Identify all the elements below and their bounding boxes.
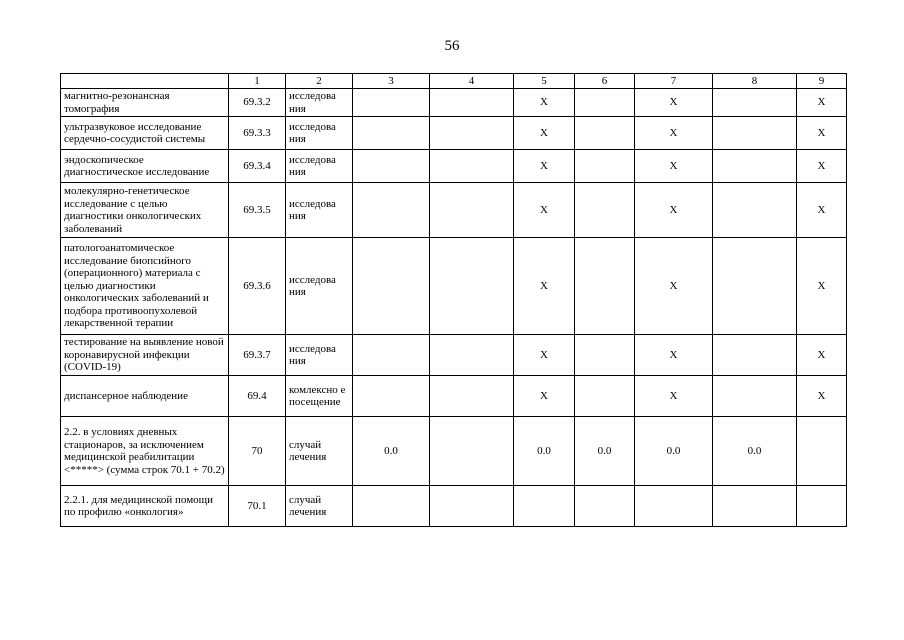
cell-col5: 0.0 xyxy=(514,417,575,486)
cell-col5: X xyxy=(514,183,575,238)
row-unit: случай лечения xyxy=(286,417,353,486)
cell-col5: X xyxy=(514,238,575,335)
row-name: молекулярно-генетическое исследование с целью диагностики онкологических заболеваний xyxy=(61,183,229,238)
header-cell: 8 xyxy=(713,74,797,89)
table-row xyxy=(61,335,847,376)
cell-col4 xyxy=(430,376,514,417)
cell-col4 xyxy=(430,183,514,238)
row-unit: исследова ния xyxy=(286,150,353,183)
row-code: 70 xyxy=(229,417,286,486)
cell-col8 xyxy=(713,89,797,117)
header-cell: 5 xyxy=(514,74,575,89)
header-cell: 9 xyxy=(797,74,847,89)
row-unit: случай лечения xyxy=(286,486,353,527)
row-code: 70.1 xyxy=(229,486,286,527)
cell-col5 xyxy=(514,486,575,527)
cell-col9: X xyxy=(797,150,847,183)
cell-col9: X xyxy=(797,89,847,117)
cell-col7: X xyxy=(635,335,713,376)
row-code: 69.3.5 xyxy=(229,183,286,238)
cell-col6 xyxy=(575,150,635,183)
row-unit: исследова ния xyxy=(286,238,353,335)
cell-col4 xyxy=(430,335,514,376)
table-row xyxy=(61,238,847,335)
cell-col8: 0.0 xyxy=(713,417,797,486)
cell-col9 xyxy=(797,486,847,527)
cell-col9 xyxy=(797,417,847,486)
cell-col7: X xyxy=(635,117,713,150)
cell-col3 xyxy=(353,150,430,183)
header-cell: 4 xyxy=(430,74,514,89)
cell-col3 xyxy=(353,335,430,376)
cell-col5: X xyxy=(514,150,575,183)
table-row xyxy=(61,417,847,486)
cell-col6 xyxy=(575,89,635,117)
row-unit: исследова ния xyxy=(286,335,353,376)
header-cell: 3 xyxy=(353,74,430,89)
header-row xyxy=(61,74,847,89)
row-unit: комлексно е посещение xyxy=(286,376,353,417)
page-number: 56 xyxy=(444,38,460,54)
cell-col6 xyxy=(575,335,635,376)
cell-col3 xyxy=(353,117,430,150)
row-name: эндоскопическое диагностическое исследование xyxy=(61,150,229,183)
cell-col7: X xyxy=(635,89,713,117)
table-row xyxy=(61,183,847,238)
cell-col5: X xyxy=(514,376,575,417)
table-row xyxy=(61,150,847,183)
cell-col3: 0.0 xyxy=(353,417,430,486)
cell-col6 xyxy=(575,183,635,238)
cell-col8 xyxy=(713,238,797,335)
row-code: 69.3.2 xyxy=(229,89,286,117)
cell-col4 xyxy=(430,150,514,183)
cell-col8 xyxy=(713,335,797,376)
row-name: 2.2.1. для медицинской помощи по профилю «онкология» xyxy=(61,486,229,527)
row-unit: исследова ния xyxy=(286,183,353,238)
cell-col6 xyxy=(575,238,635,335)
cell-col7 xyxy=(635,486,713,527)
cell-col5: X xyxy=(514,335,575,376)
cell-col6: 0.0 xyxy=(575,417,635,486)
cell-col5: X xyxy=(514,117,575,150)
cell-col3 xyxy=(353,183,430,238)
cell-col9: X xyxy=(797,335,847,376)
header-cell: 6 xyxy=(575,74,635,89)
table-row xyxy=(61,486,847,527)
cell-col4 xyxy=(430,486,514,527)
table-row xyxy=(61,117,847,150)
cell-col3 xyxy=(353,89,430,117)
row-name: патологоанатомическое исследование биопсийного (операционного) материала с целью диагностики онкологических заболеваний и подбора противоопухолевой лекарственной терапии xyxy=(61,238,229,335)
cell-col3 xyxy=(353,238,430,335)
row-code: 69.3.6 xyxy=(229,238,286,335)
row-unit: исследова ния xyxy=(286,89,353,117)
cell-col9: X xyxy=(797,238,847,335)
row-code: 69.3.7 xyxy=(229,335,286,376)
cell-col8 xyxy=(713,376,797,417)
cell-col4 xyxy=(430,417,514,486)
row-name: 2.2. в условиях дневных стационаров, за исключением медицинской реабилитации <*****> (сумма строк 70.1 + 70.2) xyxy=(61,417,229,486)
table-row xyxy=(61,89,847,117)
table-row xyxy=(61,376,847,417)
cell-col8 xyxy=(713,486,797,527)
cell-col7: 0.0 xyxy=(635,417,713,486)
cell-col6 xyxy=(575,117,635,150)
header-cell: 1 xyxy=(229,74,286,89)
row-code: 69.3.3 xyxy=(229,117,286,150)
cell-col9: X xyxy=(797,183,847,238)
cell-col4 xyxy=(430,89,514,117)
cell-col4 xyxy=(430,117,514,150)
cell-col7: X xyxy=(635,376,713,417)
row-name: магнитно-резонансная томография xyxy=(61,89,229,117)
cell-col6 xyxy=(575,486,635,527)
cell-col3 xyxy=(353,486,430,527)
cell-col8 xyxy=(713,117,797,150)
cell-col6 xyxy=(575,376,635,417)
row-name: ультразвуковое исследование сердечно-сосудистой системы xyxy=(61,117,229,150)
cell-col5: X xyxy=(514,89,575,117)
row-name: диспансерное наблюдение xyxy=(61,376,229,417)
header-cell xyxy=(61,74,229,89)
cell-col4 xyxy=(430,238,514,335)
cell-col9: X xyxy=(797,117,847,150)
header-cell: 7 xyxy=(635,74,713,89)
cell-col9: X xyxy=(797,376,847,417)
cell-col8 xyxy=(713,183,797,238)
cell-col8 xyxy=(713,150,797,183)
cell-col7: X xyxy=(635,183,713,238)
row-name: тестирование на выявление новой коронавирусной инфекции (COVID-19) xyxy=(61,335,229,376)
cell-col3 xyxy=(353,376,430,417)
header-cell: 2 xyxy=(286,74,353,89)
row-code: 69.3.4 xyxy=(229,150,286,183)
row-code: 69.4 xyxy=(229,376,286,417)
data-table xyxy=(60,73,847,527)
row-unit: исследова ния xyxy=(286,117,353,150)
cell-col7: X xyxy=(635,150,713,183)
cell-col7: X xyxy=(635,238,713,335)
